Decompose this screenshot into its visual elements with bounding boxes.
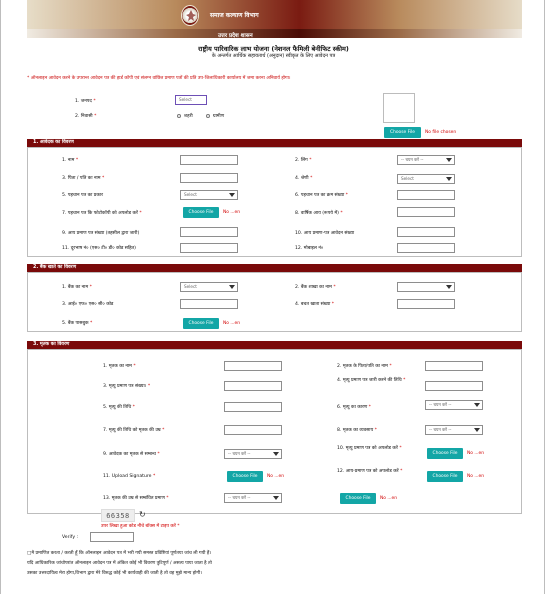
bank-name-select[interactable]: Select — [180, 282, 238, 292]
account-input[interactable] — [397, 299, 455, 309]
verify-label: Verify : — [62, 535, 79, 540]
death-cert-upload-label: 10. मृत्यु प्रमाण पत्र को अपलोड करें * — [337, 446, 402, 451]
rural-label: ग्रामीण — [213, 114, 225, 119]
photo-file-status: No file chosen — [425, 130, 457, 135]
declaration-line-3: उसका उत्तरदायित्व मेरा होगा,विभाग द्वारा मेरे विरुद्ध कोई भी कार्यवाही की जाती है तो वह मुझे मान्य होगी। — [27, 571, 202, 576]
category-label: 4. श्रेणी * — [295, 176, 313, 181]
income-cert-label: 9. आय प्रमाण पत्र संख्या (तहसील द्वारा जारी) — [62, 231, 140, 236]
age-proof-file-status: No ...en — [380, 496, 398, 501]
applicant-name-label: 1. नाम * — [62, 158, 79, 163]
passbook-file-status: No ...en — [223, 321, 241, 326]
phone-label: 11. दूरभाष नं० (एस० टी० डी० कोड सहित) — [62, 246, 136, 251]
header-banner-strip — [27, 29, 522, 38]
deceased-father-label: 2. मृतक के पिता/पति का नाम * — [337, 364, 392, 369]
id-type-label: 5. पहचान पत्र का प्रकार — [62, 193, 104, 198]
age-at-death-input[interactable] — [224, 425, 282, 435]
declaration-line-1: □मै प्रमाणित करता / करती हूँ कि ऑनलाइन आवेदन पत्र में भरी गयी समस्त प्रविष्टियां पूर्णतया जांच ली गयी हैं। — [27, 551, 212, 556]
captcha-note: उपर लिखा हुआ कोड नीचे बॉक्स में टाइप करें * — [101, 524, 180, 529]
ifsc-label: 3. आई० एफ० एस० सी० कोड — [62, 302, 114, 307]
signature-choose-file-button[interactable]: Choose File — [227, 471, 263, 482]
death-cert-file-status: No ...en — [467, 451, 485, 456]
department-name: समाज कल्याण विभाग — [210, 12, 259, 19]
gender-label: 2. लिंग * — [295, 158, 312, 163]
deceased-section-header: 3. मृतक का विवरण — [27, 341, 522, 349]
bank-name-label: 1. बैंक का नाम * — [62, 285, 92, 290]
age-proof-choose-file-button[interactable]: Choose File — [340, 493, 376, 504]
form-subtitle: के अन्तर्गत आर्थिक सहायतार्थ (अनुदान) स्वीकृत के लिए आवेदन पत्र — [211, 53, 336, 59]
death-date-label: 5. मृत्यु की तिथि * — [103, 405, 135, 410]
district-select[interactable]: Select — [175, 95, 207, 105]
age-proof-select[interactable]: -- चयन करें -- — [224, 493, 282, 503]
income-cert-file-status: No ...en — [467, 474, 485, 479]
age-at-death-label: 7. मृत्यु की तिथि को मृतक की उम्र * — [103, 428, 165, 433]
income-cert-upload-label: 12. आय-प्रमाण पत्र को अपलोड करें * — [337, 469, 403, 474]
gender-select[interactable]: -- चयन करें -- — [397, 155, 455, 165]
mobile-input[interactable] — [397, 243, 455, 253]
urban-radio[interactable] — [177, 114, 181, 118]
form-title: राष्ट्रीय पारिवारिक लाभ योजना (नेशनल फैमिली बेनीफिट स्कीम) — [198, 45, 349, 53]
signature-label: 11. Upload Signature * — [103, 474, 156, 479]
signature-file-status: No ...en — [267, 474, 285, 479]
phone-input[interactable] — [180, 243, 238, 253]
passbook-label: 5. बैंक पासबुक * — [62, 321, 93, 326]
submission-notice: * ऑनलाइन आवेदन करने के उपरान्त आवेदन पत्र की हार्ड कॉपी एवं संलग्न वांछित प्रमाण पत्रों की प्रति उप-जिलाधिकारी कार्यालय में जमा करना अनिवार्य होगा। — [27, 76, 291, 81]
rural-radio[interactable] — [206, 114, 210, 118]
bank-section-header: 2. बैंक खाते का विवरण — [27, 264, 522, 272]
father-name-label: 3. पिता / पति का नाम * — [62, 176, 105, 181]
mobile-label: 12. मोबाइल नं० — [295, 246, 324, 251]
declaration-line-2: यदि आधिकारिक जांचोपरांत ऑनलाइन आवेदन पत्र में अंकित कोई भी विवरण त्रुटिपूर्ण / असत्य पाया जाता है तो — [27, 561, 212, 566]
income-app-input[interactable] — [397, 227, 455, 237]
death-cause-select[interactable]: -- चयन करें -- — [425, 400, 483, 410]
id-type-select[interactable]: Select — [180, 190, 238, 200]
urban-label: शहरी — [184, 114, 193, 119]
branch-select[interactable] — [397, 282, 455, 292]
annual-income-label: 8. वार्षिक आय (रूपये में) * — [295, 211, 343, 216]
residence-label: 2. निवासी * — [75, 114, 97, 119]
death-cause-label: 6. मृत्यु का कारण * — [337, 405, 371, 410]
applicant-photo-preview — [383, 93, 415, 123]
occupation-select[interactable]: -- चयन करें -- — [425, 425, 483, 435]
government-name: उत्तर प्रदेश शासन — [218, 33, 253, 39]
id-number-input[interactable] — [397, 190, 455, 200]
category-select[interactable]: Select — [397, 174, 455, 184]
occupation-label: 8. मृतक का व्यवसाय * — [337, 428, 377, 433]
id-photo-file-status: No ...en — [223, 210, 241, 215]
death-date-input[interactable] — [224, 402, 282, 412]
passbook-choose-file-button[interactable]: Choose File — [183, 318, 219, 329]
id-number-label: 6. पहचान पत्र का क्रम संख्या * — [295, 193, 348, 198]
father-name-input[interactable] — [180, 173, 238, 183]
applicant-name-input[interactable] — [180, 155, 238, 165]
account-label: 4. बचत खाता संख्या * — [295, 302, 335, 307]
deceased-name-label: 1. मृतक का नाम * — [103, 364, 136, 369]
death-cert-date-input[interactable] — [425, 381, 483, 391]
id-photo-label: 7. पहचान पत्र कि फोटोकॉपी को अपलोड करें * — [62, 211, 142, 216]
age-proof-label: 13. मृतक की उम्र से सम्बंधित प्रमाण * — [103, 496, 169, 501]
death-cert-choose-file-button[interactable]: Choose File — [427, 448, 463, 459]
death-cert-date-label: 4. मृत्यु प्रमाण पत्र जारी करने की तिथि * — [337, 378, 406, 383]
relation-select[interactable]: -- चयन करें -- — [224, 449, 282, 459]
captcha-refresh-icon[interactable]: ↻ — [139, 510, 146, 519]
income-cert-choose-file-button[interactable]: Choose File — [427, 471, 463, 482]
deceased-father-input[interactable] — [425, 361, 483, 371]
death-cert-no-input[interactable] — [224, 381, 282, 391]
up-govt-emblem-icon — [181, 5, 199, 26]
relation-label: 9. आवेदक का मृतक से सम्बन्ध * — [103, 452, 160, 457]
branch-label: 2. बैंक शाखा का नाम * — [295, 285, 336, 290]
id-photo-choose-file-button[interactable]: Choose File — [183, 207, 219, 218]
income-app-label: 10. आय प्रमाण-पत्र आवेदन संख्या — [295, 231, 355, 236]
district-label: 1. जनपद * — [75, 99, 96, 104]
death-cert-no-label: 3. मृत्यु प्रमाण पत्र संख्या। * — [103, 384, 151, 389]
captcha-image: 66358 — [101, 509, 135, 522]
applicant-section-header: 1. आवेदक का विवरण — [27, 139, 522, 147]
photo-choose-file-button[interactable]: Choose File — [384, 127, 421, 138]
captcha-input[interactable] — [90, 532, 134, 542]
annual-income-input[interactable] — [397, 207, 455, 217]
income-cert-input[interactable] — [180, 227, 238, 237]
ifsc-input[interactable] — [180, 299, 238, 309]
deceased-name-input[interactable] — [224, 361, 282, 371]
